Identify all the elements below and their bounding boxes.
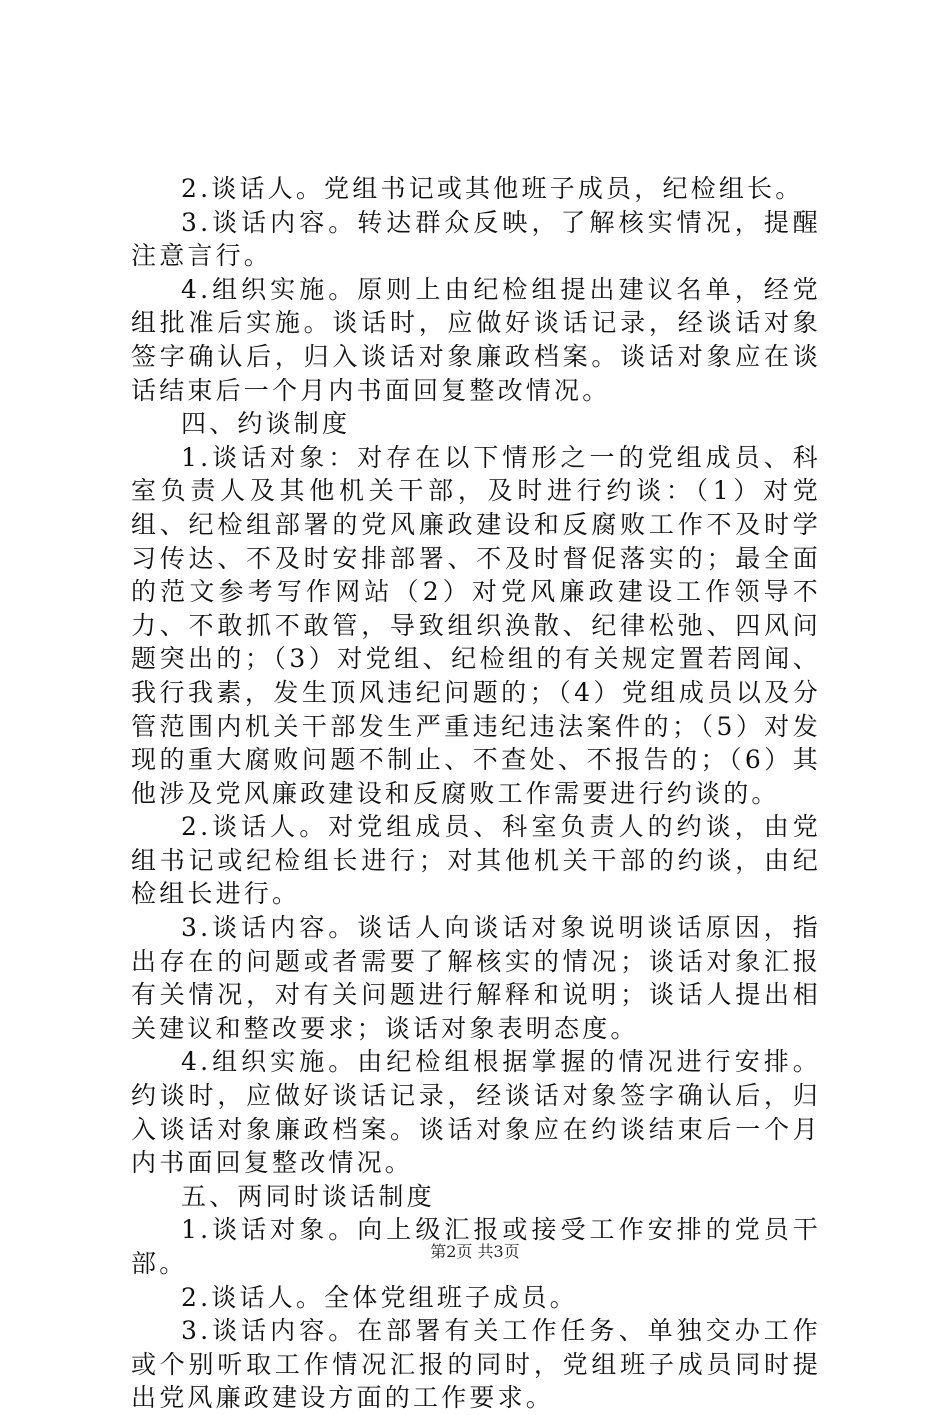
document-body: [131, 172, 821, 1415]
paragraph-interview-targets: 1.谈话对象：对存在以下情形之一的党组成员、科室负责人及其他机关干部，及时进行约谈：（1）对党组、纪检组部署的党风廉政建设和反腐败工作不及时学习传达、不及时安排部署、不及时督促落实的；最全面的范文参考写作网站（2）对党风廉政建设工作领导不力、不敢抓不敢管，导致组织涣散、纪律松弛、四风问题突出的；（3）对党组、纪检组的有关规定置若罔闻、我行我素，发生顶风违纪问题的；（4）党组成员以及分管范围内机关干部发生严重违纪违法案件的；（5）对发现的重大腐败问题不制止、不查处、不报告的；（6）其他涉及党风廉政建设和反腐败工作需要进行约谈的。: [131, 442, 821, 808]
page-number-footer: 第2页 共3页: [430, 1242, 520, 1261]
paragraph-talker: 2.谈话人。党组书记或其他班子成员，纪检组长。: [181, 174, 804, 203]
paragraph-implementation: 4.组织实施。原则上由纪检组提出建议名单，经党组批准后实施。谈话时，应做好谈话记录，经谈话对象签字确认后，归入谈话对象廉政档案。谈话对象应在谈话结束后一个月内书面回复整改情况。: [131, 274, 821, 405]
section-heading-interview-system: 四、约谈制度: [181, 409, 351, 439]
paragraph-talk-content: 3.谈话内容。转达群众反映，了解核实情况，提醒注意言行。: [131, 207, 821, 271]
paragraph-dual-talk-targets: 1.谈话对象。向上级汇报或接受工作安排的党员干部。: [131, 1215, 821, 1278]
section-heading-dual-talk-system: 五、两同时谈话制度: [181, 1181, 435, 1211]
paragraph-interview-talker: 2.谈话人。对党组成员、科室负责人的约谈，由党组书记或纪检组长进行；对其他机关干部的约谈，由纪检组长进行。: [131, 812, 821, 909]
paragraph-interview-implementation: 4.组织实施。由纪检组根据掌握的情况进行安排。约谈时，应做好谈话记录，经谈话对象签字确认后，归入谈话对象廉政档案。谈话对象应在约谈结束后一个月内书面回复整改情况。: [131, 1047, 821, 1178]
paragraph-interview-content: 3.谈话内容。谈话人向谈话对象说明谈话原因，指出存在的问题或者需要了解核实的情况；谈话对象汇报有关情况，对有关问题进行解释和说明；谈话人提出相关建议和整改要求；谈话对象表明态度。: [131, 913, 821, 1043]
paragraph-dual-talk-content: 3.谈话内容。在部署有关工作任务、单独交办工作或个别听取工作情况汇报的同时，党组班子成员同时提出党风廉政建设方面的工作要求。: [131, 1316, 821, 1413]
paragraph-dual-talk-talker: 2.谈话人。全体党组班子成员。: [181, 1282, 578, 1312]
